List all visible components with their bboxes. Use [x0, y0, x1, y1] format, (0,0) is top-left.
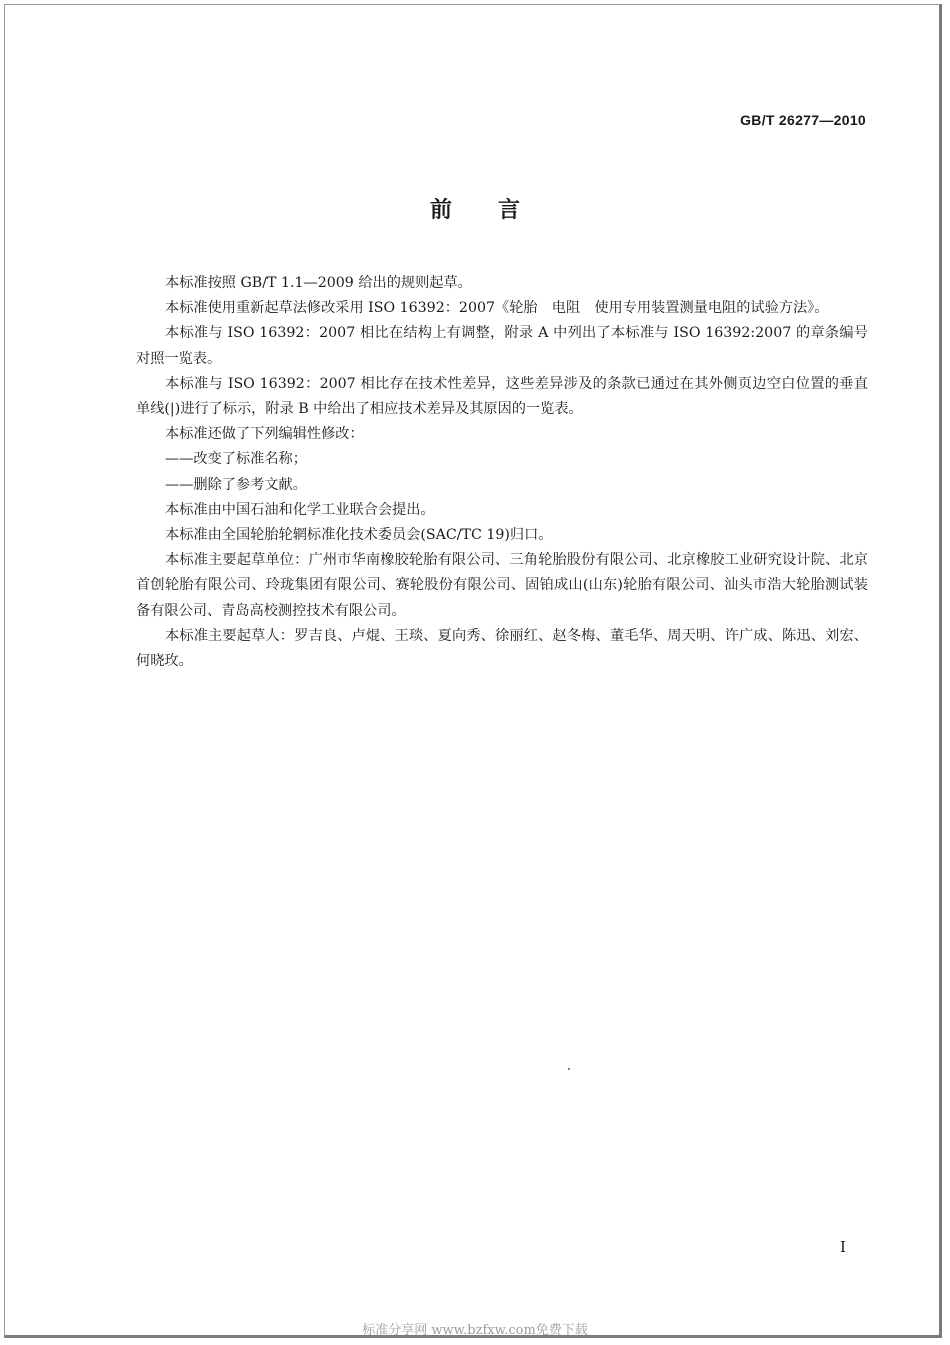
paragraph-drafting-rules: 本标准按照 GB/T 1.1—2009 给出的规则起草。 [165, 275, 472, 291]
page-title: 前言 [429, 198, 566, 223]
paragraph-adoption: 本标准使用重新起草法修改采用 ISO 16392：2007《轮胎 电阻 使用专用装置测量电阻的试验方法》。 [165, 300, 829, 317]
foreword-body [136, 271, 868, 674]
standard-number: GB/T 26277—2010 [740, 112, 866, 128]
speck-dot [568, 1068, 570, 1070]
paragraph-structure-changes: 本标准与 ISO 16392：2007 相比在结构上有调整，附录 A 中列出了本标准与 ISO 16392:2007 的章条编号对照一览表。 [136, 325, 868, 367]
footer-watermark: 标准分享网 www.bzfxw.com免费下载 [362, 1323, 588, 1338]
list-item: ——改变了标准名称； [165, 451, 307, 468]
paragraph-centralized-by: 本标准由全国轮胎轮辋标准化技术委员会(SAC/TC 19)归口。 [165, 527, 553, 544]
paragraph-drafters: 本标准主要起草人：罗吉良、卢焜、王琰、夏向秀、徐丽红、赵冬梅、董毛华、周天明、许广成、陈迅、刘宏、何晓玫。 [136, 627, 868, 670]
paragraph-drafting-units: 本标准主要起草单位：广州市华南橡胶轮胎有限公司、三角轮胎股份有限公司、北京橡胶工业研究设计院、北京首创轮胎有限公司、玲珑集团有限公司、赛轮股份有限公司、固铂成山(山东)轮胎有限公司、汕头市浩大轮胎测试装备有限公司、青岛高校测控技术有限公司。 [136, 552, 868, 619]
list-item: ——删除了参考文献。 [165, 476, 307, 493]
paragraph-proposed-by: 本标准由中国石油和化学工业联合会提出。 [165, 501, 435, 518]
page-number: I [840, 1238, 846, 1256]
paragraph-technical-differences: 本标准与 ISO 16392：2007 相比存在技术性差异，这些差异涉及的条款已通过在其外侧页边空白位置的垂直单线(|)进行了标示，附录 B 中给出了相应技术差异及其原因的一览表。 [136, 375, 868, 418]
paragraph-editorial-intro: 本标准还做了下列编辑性修改： [165, 426, 364, 443]
